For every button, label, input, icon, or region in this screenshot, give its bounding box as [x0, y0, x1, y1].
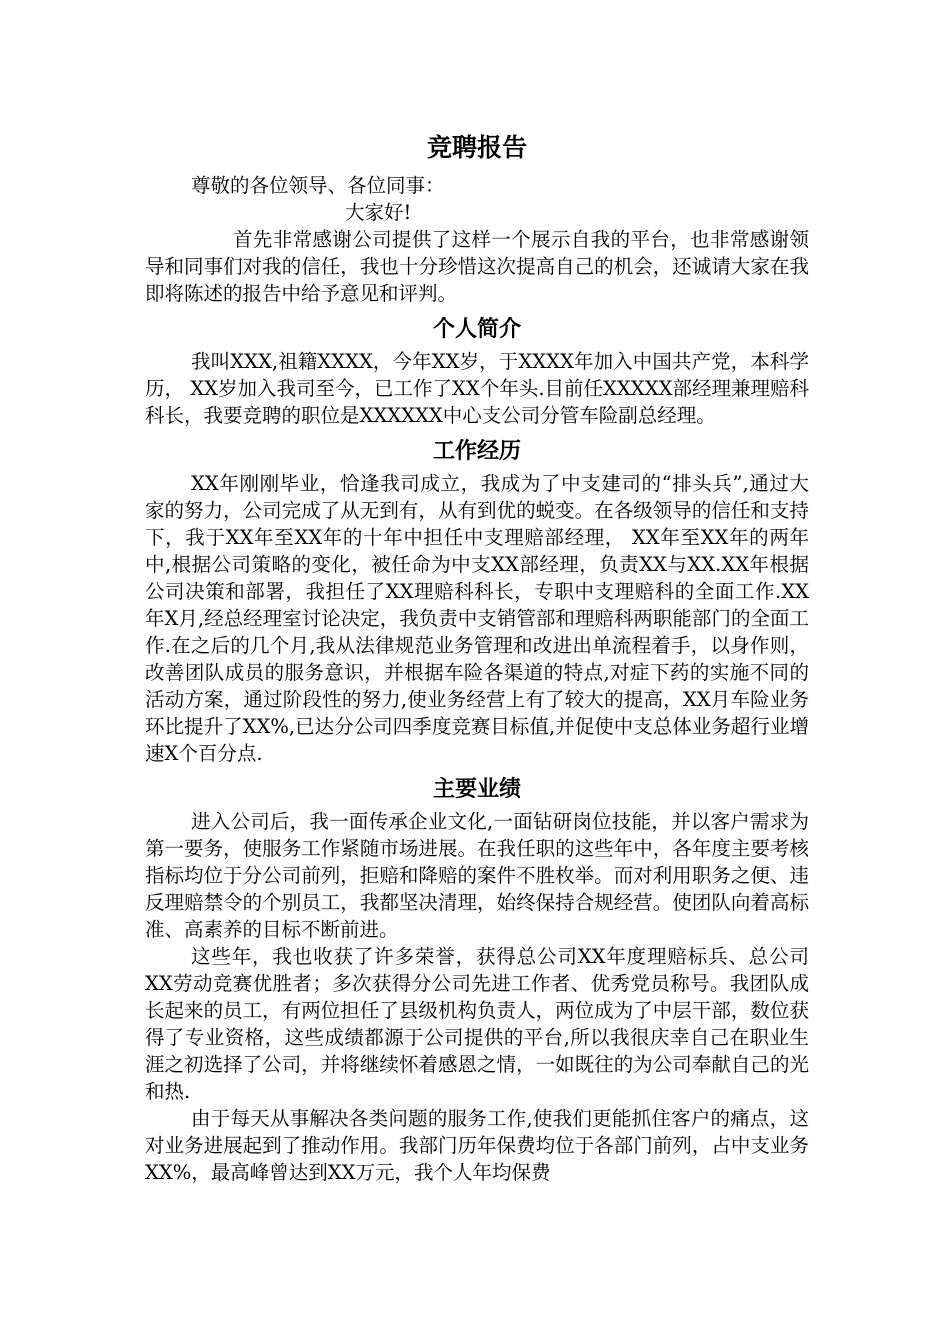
section-heading-profile: 个人简介: [432, 317, 521, 342]
salutation: 尊敬的各位领导、各位同事：: [191, 174, 445, 197]
section-heading-achievements: 主要业绩: [432, 777, 521, 802]
achievements-paragraph-1: 进入公司后，我一面传承企业文化,一面钻研岗位技能，并以客户需求为第一要务，使服务工作紧随市场进展。在我任职的这些年中，各年度主要考核指标均位于分公司前列，拒赔和降赔的案件不胜枚举。而对利用职务之便、违反理赔禁令的个别员工，我都坚决清理，始终保持合规经营。使团队向着高标准、高素养的目标不断前进。: [145, 810, 809, 941]
document-title: 竞聘报告: [426, 133, 527, 162]
achievements-paragraph-3: 由于每天从事解决各类问题的服务工作,使我们更能抓住客户的痛点，这对业务进展起到了推动作用。我部门历年保费均位于各部门前列，占中支业务XX%，最高峰曾达到XX万元，我个人年均保费: [145, 1107, 809, 1184]
greeting: 大家好!: [345, 201, 412, 224]
experience-paragraph: XX年刚刚毕业，恰逢我司成立，我成为了中支建司的“排头兵”,通过大家的努力，公司完成了从无到有，从有到优的蜕变。在各级领导的信任和支持下，我于XX年至XX年的十年中担任中支理赔部经理， XX年至XX年的两年中,根据公司策略的变化，被任命为中支XX部经理，负责XX与XX.XX年根据公司决策和部署，我担任了XX理赔科科长，专职中支理赔科的全面工作.XX年X月,经总经理室讨论决定，我负责中支销管部和理赔科两职能部门的全面工作.在之后的几个月,我从法律规范业务管理和改进出单流程着手，以身作则，改善团队成员的服务意识，并根据车险各渠道的特点,对症下药的实施不同的活动方案，通过阶段性的努力,使业务经营上有了较大的提高，XX月车险业务环比提升了XX%,已达分公司四季度竞赛目标值,并促使中支总体业务超行业增速X个百分点.: [145, 472, 809, 765]
intro-paragraph: 首先非常感谢公司提供了这样一个展示自我的平台，也非常感谢领导和同事们对我的信任，我也十分珍惜这次提高自己的机会，还诚请大家在我即将陈述的报告中给予意见和评判。: [145, 228, 809, 305]
profile-paragraph: 我叫XXX,祖籍XXXX，今年XX岁，于XXXX年加入中国共产党，本科学历， XX岁加入我司至今，已工作了XX个年头.目前任XXXXX部经理兼理赔科科长，我要竞聘的职位是XXXXXX中心支公司分管车险副总经理。: [145, 350, 809, 427]
section-heading-experience: 工作经历: [432, 439, 521, 464]
achievements-paragraph-2: 这些年，我也收获了许多荣誉，获得总公司XX年度理赔标兵、总公司XX劳动竞赛优胜者；多次获得分公司先进工作者、优秀党员称号。我团队成长起来的员工，有两位担任了县级机构负责人，两位成为了中层干部，数位获得了专业资格，这些成绩都源于公司提供的平台,所以我很庆幸自己在职业生涯之初选择了公司，并将继续怀着感恩之情，一如既往的为公司奉献自己的光和热.: [145, 945, 809, 1103]
